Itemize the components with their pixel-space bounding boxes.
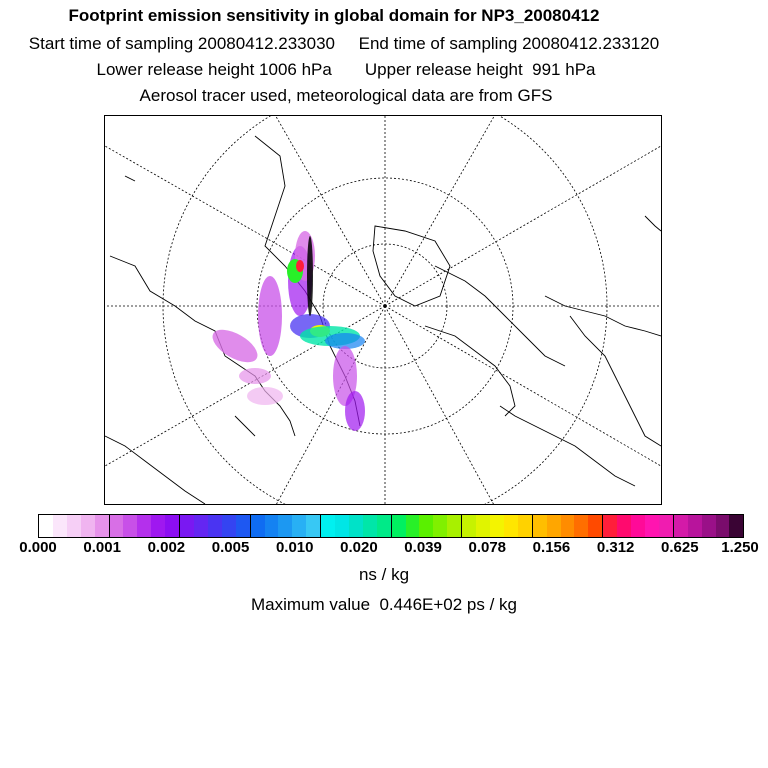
- colorbar-tick-label: 0.156: [532, 539, 571, 556]
- tracer-info-line: Aerosol tracer used, meteorological data are from GFS: [139, 86, 553, 105]
- colorbar-segment: [236, 515, 251, 537]
- colorbar-segment: [702, 515, 716, 537]
- colorbar-segment: [729, 515, 743, 537]
- colorbar-segment: [561, 515, 575, 537]
- plot-title: Footprint emission sensitivity in global domain for NP3_20080412: [68, 6, 600, 25]
- colorbar-segment: [208, 515, 222, 537]
- coastlines: [105, 136, 661, 504]
- colorbar-tick-label: 0.078: [468, 539, 507, 556]
- colorbar-segment: [67, 515, 81, 537]
- colorbar-segment: [292, 515, 306, 537]
- release-height-line: Lower release height 1006 hPa Upper release height 991 hPa: [96, 60, 596, 79]
- colorbar-segment: [518, 515, 533, 537]
- colorbar-tick-label: 0.020: [340, 539, 378, 556]
- colorbar-segment: [81, 515, 95, 537]
- colorbar: [38, 514, 744, 538]
- colorbar-segment: [447, 515, 462, 537]
- colorbar-segment: [95, 515, 110, 537]
- colorbar-segment: [306, 515, 321, 537]
- colorbar-segment: [588, 515, 603, 537]
- colorbar-segment: [265, 515, 279, 537]
- colorbar-segment: [645, 515, 659, 537]
- colorbar-segment: [533, 515, 547, 537]
- colorbar-tick-label: 0.005: [211, 539, 250, 556]
- colorbar-segment: [419, 515, 433, 537]
- colorbar-segment: [476, 515, 490, 537]
- colorbar-segment: [688, 515, 702, 537]
- colorbar-segment: [716, 515, 730, 537]
- colorbar-tick-label: 1.250: [721, 539, 759, 556]
- colorbar-segment: [574, 515, 588, 537]
- colorbar-segment: [151, 515, 165, 537]
- colorbar-segment: [335, 515, 349, 537]
- colorbar-segment: [674, 515, 688, 537]
- colorbar-tick-label: 0.002: [147, 539, 186, 556]
- colorbar-segment: [222, 515, 236, 537]
- colorbar-segment: [53, 515, 67, 537]
- colorbar-segment: [278, 515, 292, 537]
- colorbar-segment: [392, 515, 406, 537]
- colorbar-tick-label: 0.001: [83, 539, 121, 556]
- map-svg: [105, 116, 661, 504]
- colorbar-segment: [39, 515, 53, 537]
- colorbar-tick-label: 0.039: [404, 539, 442, 556]
- colorbar-segment: [603, 515, 617, 537]
- colorbar-tick-label: 0.000: [19, 539, 57, 556]
- colorbar-segment: [349, 515, 363, 537]
- sampling-time-line: Start time of sampling 20080412.233030 End time of sampling 20080412.233120: [28, 34, 660, 53]
- colorbar-segment: [462, 515, 476, 537]
- colorbar-segment: [165, 515, 180, 537]
- colorbar-segment: [659, 515, 674, 537]
- colorbar-segment: [363, 515, 377, 537]
- colorbar-segment: [321, 515, 335, 537]
- colorbar-segment: [433, 515, 447, 537]
- colorbar-segment: [617, 515, 631, 537]
- colorbar-units: ns / kg: [358, 565, 410, 584]
- colorbar-segment: [123, 515, 137, 537]
- footprint-field: [207, 231, 365, 431]
- polar-map: [104, 115, 662, 505]
- colorbar-segment: [137, 515, 151, 537]
- colorbar-tick-label: 0.625: [661, 539, 699, 556]
- colorbar-segment: [631, 515, 645, 537]
- maximum-value-text: Maximum value 0.446E+02 ps / kg: [251, 595, 517, 614]
- colorbar-segment: [547, 515, 561, 537]
- colorbar-segment: [377, 515, 392, 537]
- colorbar-segment: [490, 515, 504, 537]
- colorbar-tick-label: 0.312: [596, 539, 635, 556]
- colorbar-segment: [194, 515, 208, 537]
- colorbar-segment: [251, 515, 265, 537]
- colorbar-segment: [504, 515, 518, 537]
- colorbar-tick-label: 0.010: [275, 539, 314, 556]
- colorbar-segment: [406, 515, 420, 537]
- colorbar-segment: [180, 515, 194, 537]
- colorbar-segment: [110, 515, 124, 537]
- meridian-lines: [105, 116, 661, 504]
